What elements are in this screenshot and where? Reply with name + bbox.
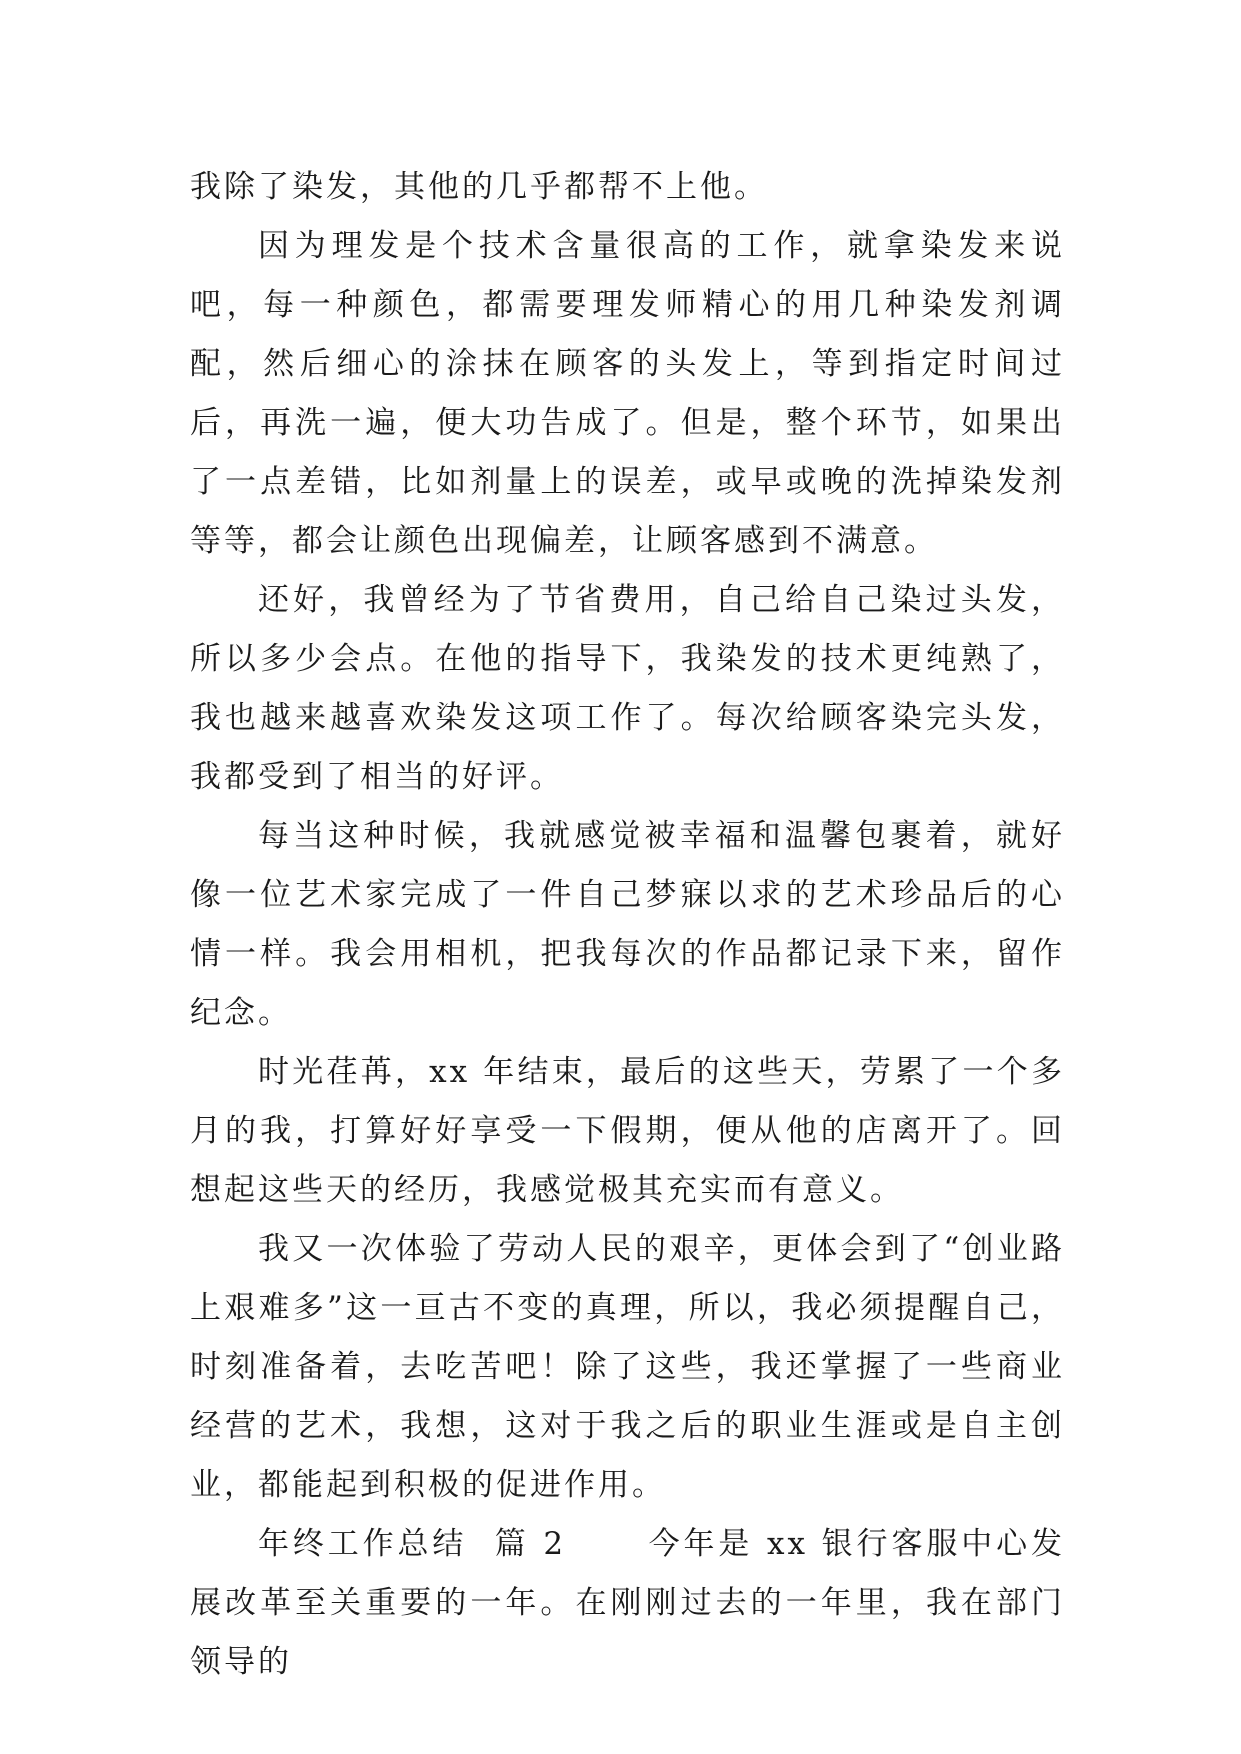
paragraph-7: 年终工作总结 篇 2 今年是 xx 银行客服中心发展改革至关重要的一年。在刚刚过去的一年里，我在部门领导的 [190,1526,1065,1680]
paragraph-2: 因为理发是个技术含量很高的工作，就拿染发来说吧，每一种颜色，都需要理发师精心的用几种染发剂调配，然后细心的涂抹在顾客的头发上，等到指定时间过后，再洗一遍，便大功告成了。但是，整个环节，如果出了一点差错，比如剂量上的误差，或早或晚的洗掉染发剂等等，都会让颜色出现偏差，让顾客感到不满意。 [190,228,1065,559]
paragraph-3: 还好，我曾经为了节省费用，自己给自己染过头发，所以多少会点。在他的指导下，我染发的技术更纯熟了，我也越来越喜欢染发这项工作了。每次给顾客染完头发，我都受到了相当的好评。 [190,582,1065,795]
paragraph-1: 我除了染发，其他的几乎都帮不上他。 [190,169,768,205]
paragraph-6: 我又一次体验了劳动人民的艰辛，更体会到了“创业路上艰难多”这一亘古不变的真理，所以，我必须提醒自己，时刻准备着，去吃苦吧！除了这些，我还掌握了一些商业经营的艺术，我想，这对于我之后的职业生涯或是自主创业，都能起到积极的促进作用。 [190,1231,1065,1503]
paragraph-5: 时光荏苒，xx 年结束，最后的这些天，劳累了一个多月的我，打算好好享受一下假期，便从他的店离开了。回想起这些天的经历，我感觉极其充实而有意义。 [190,1054,1065,1208]
paragraph-4: 每当这种时候，我就感觉被幸福和温馨包裹着，就好像一位艺术家完成了一件自己梦寐以求的艺术珍品后的心情一样。我会用相机，把我每次的作品都记录下来，留作纪念。 [190,818,1065,1031]
document-body [190,158,1065,1692]
